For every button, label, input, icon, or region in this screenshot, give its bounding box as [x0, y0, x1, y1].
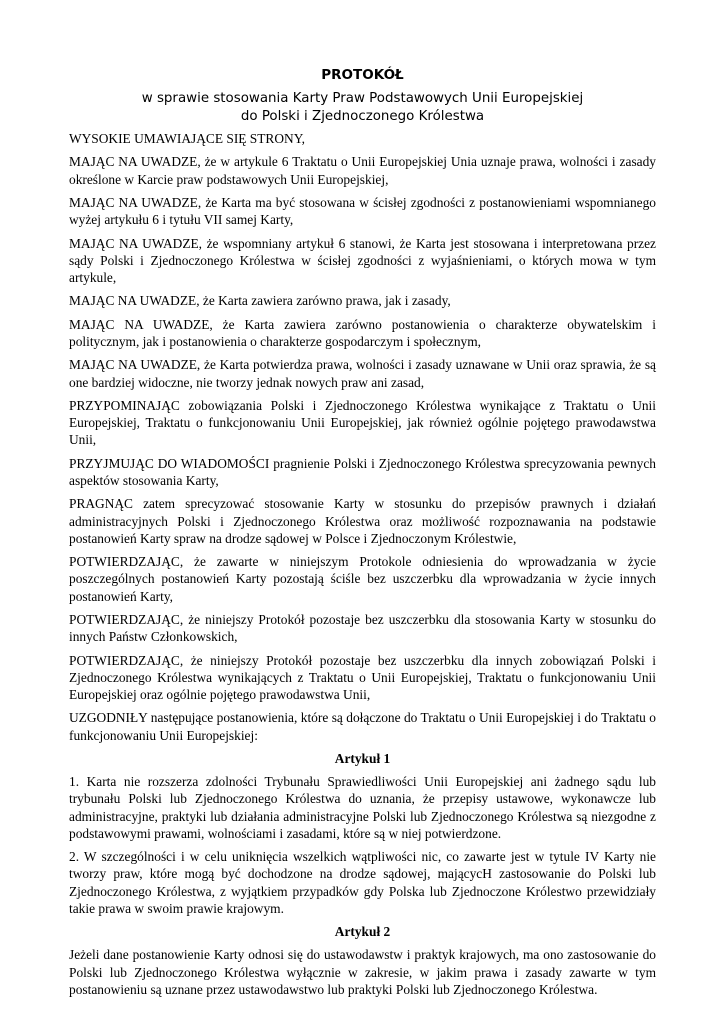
preamble: [69, 130, 656, 744]
article-1: [69, 750, 656, 917]
subtitle-line-1: w sprawie stosowania Karty Praw Podstawowych Unii Europejskiej: [141, 91, 584, 106]
document-title: PROTOKÓŁ: [321, 67, 404, 83]
article-1-heading: Artykuł 1: [334, 750, 391, 766]
article-2-paragraph: Jeżeli dane postanowienie Karty odnosi się do ustawodawstw i praktyk krajowych, ma ono zastosowanie do Polski lub Zjednoczonego Królestwa wyłącznie w zakresie, w jakim prawa i zasady zawarte w tym postanowieniu są uznane przez ustawodawstwo lub praktyki Polski lub Zjednoczonego Królestwa.: [69, 947, 656, 997]
document-body: [69, 66, 656, 1004]
preamble-paragraph: POTWIERDZAJĄC, że niniejszy Protokół pozostaje bez uszczerbku dla innych zobowiązań Polski i Zjednoczonego Królestwa wynikających z Traktatu o Unii Europejskiej, Traktatu o funkcjonowaniu Unii Europejskiej oraz ogólnie pojętego prawodawstwa Unii,: [69, 652, 656, 702]
preamble-paragraph: PRAGNĄC zatem sprecyzować stosowanie Karty w stosunku do przepisów prawnych i działań administracyjnych Polski i Zjednoczonego Królestwa oraz możliwość rozpoznawania na podstawie postanowień Karty spraw na drodze sądowej w Polsce i Zjednoczonym Królestwie,: [69, 496, 656, 546]
preamble-paragraph: MAJĄC NA UWADZE, że wspomniany artykuł 6 stanowi, że Karta jest stosowana i interpretowana przez sądy Polski i Zjednoczonego Królestwa w ścisłej zgodności z wyjaśnieniami, o których mowa w tym artykule,: [69, 235, 656, 285]
subtitle-line-2: do Polski i Zjednoczonego Królestwa: [240, 109, 485, 124]
preamble-paragraph: MAJĄC NA UWADZE, że Karta zawiera zarówno postanowienia o charakterze obywatelskim i politycznym, jak i postanowienia o charakterze gospodarczym i społecznym,: [69, 316, 656, 349]
article-1-paragraph: 1. Karta nie rozszerza zdolności Trybunału Sprawiedliwości Unii Europejskiej ani żadnego sądu lub trybunału Polski lub Zjednoczonego Królestwa do uznania, że przepisy ustawowe, wykonawcze lub administracyjne, praktyki lub działania administracyjne Polski lub Zjednoczonego Królestwa są niezgodne z podstawowymi prawami, wolnościami i zasadami, które są w niej potwierdzone.: [69, 774, 656, 841]
article-2: [69, 923, 656, 998]
preamble-paragraph: MAJĄC NA UWADZE, że Karta zawiera zarówno prawa, jak i zasady,: [69, 293, 451, 309]
preamble-paragraph: WYSOKIE UMAWIAJĄCE SIĘ STRONY,: [69, 131, 305, 146]
preamble-paragraph: PRZYJMUJĄC DO WIADOMOŚCI pragnienie Polski i Zjednoczonego Królestwa sprecyzowania pewnych aspektów stosowania Karty,: [69, 455, 656, 488]
preamble-paragraph: MAJĄC NA UWADZE, że Karta potwierdza prawa, wolności i zasady uznawane w Unii oraz sprawia, że są one bardziej widoczne, nie tworzy jednak nowych praw ani zasad,: [69, 357, 656, 390]
preamble-paragraph: UZGODNIŁY następujące postanowienia, które są dołączone do Traktatu o Unii Europejskiej i do Traktatu o funkcjonowaniu Unii Europejskiej:: [69, 710, 656, 743]
preamble-paragraph: MAJĄC NA UWADZE, że Karta ma być stosowana w ścisłej zgodności z postanowieniami wspomnianego wyżej artykułu 6 i tytułu VII samej Karty,: [69, 194, 656, 228]
article-1-paragraph: 2. W szczególności i w celu uniknięcia wszelkich wątpliwości nic, co zawarte jest w tytule IV Karty nie tworzy praw, które mogą być dochodzone na drodze sądowej, mającycH zastosowanie do Polski lub Zjednoczonego Królestwa, z wyjątkiem przypadków gdy Polska lub Zjednoczone Królestwo przewidziały takie prawa w swoim prawie krajowym.: [69, 849, 656, 916]
preamble-paragraph: MAJĄC NA UWADZE, że w artykule 6 Traktatu o Unii Europejskiej Unia uznaje prawa, wolności i zasady określone w Karcie praw podstawowych Unii Europejskiej,: [69, 154, 656, 187]
preamble-paragraph: PRZYPOMINAJĄC zobowiązania Polski i Zjednoczonego Królestwa wynikające z Traktatu o Unii Europejskiej, Traktatu o funkcjonowaniu Unii Europejskiej, jak również ogólnie pojętego prawodawstwa Unii,: [69, 397, 656, 448]
document-subtitle: [69, 90, 656, 126]
preamble-paragraph: POTWIERDZAJĄC, że niniejszy Protokół pozostaje bez uszczerbku dla stosowania Karty w stosunku do innych Państw Członkowskich,: [69, 611, 656, 645]
article-2-heading: Artykuł 2: [334, 924, 391, 940]
preamble-paragraph: POTWIERDZAJĄC, że zawarte w niniejszym Protokole odniesienia do wprowadzania w życie poszczególnych postanowień Karty pozostają ściśle bez uszczerbku dla wprowadzania w życie innych postanowień Karty,: [69, 554, 656, 604]
